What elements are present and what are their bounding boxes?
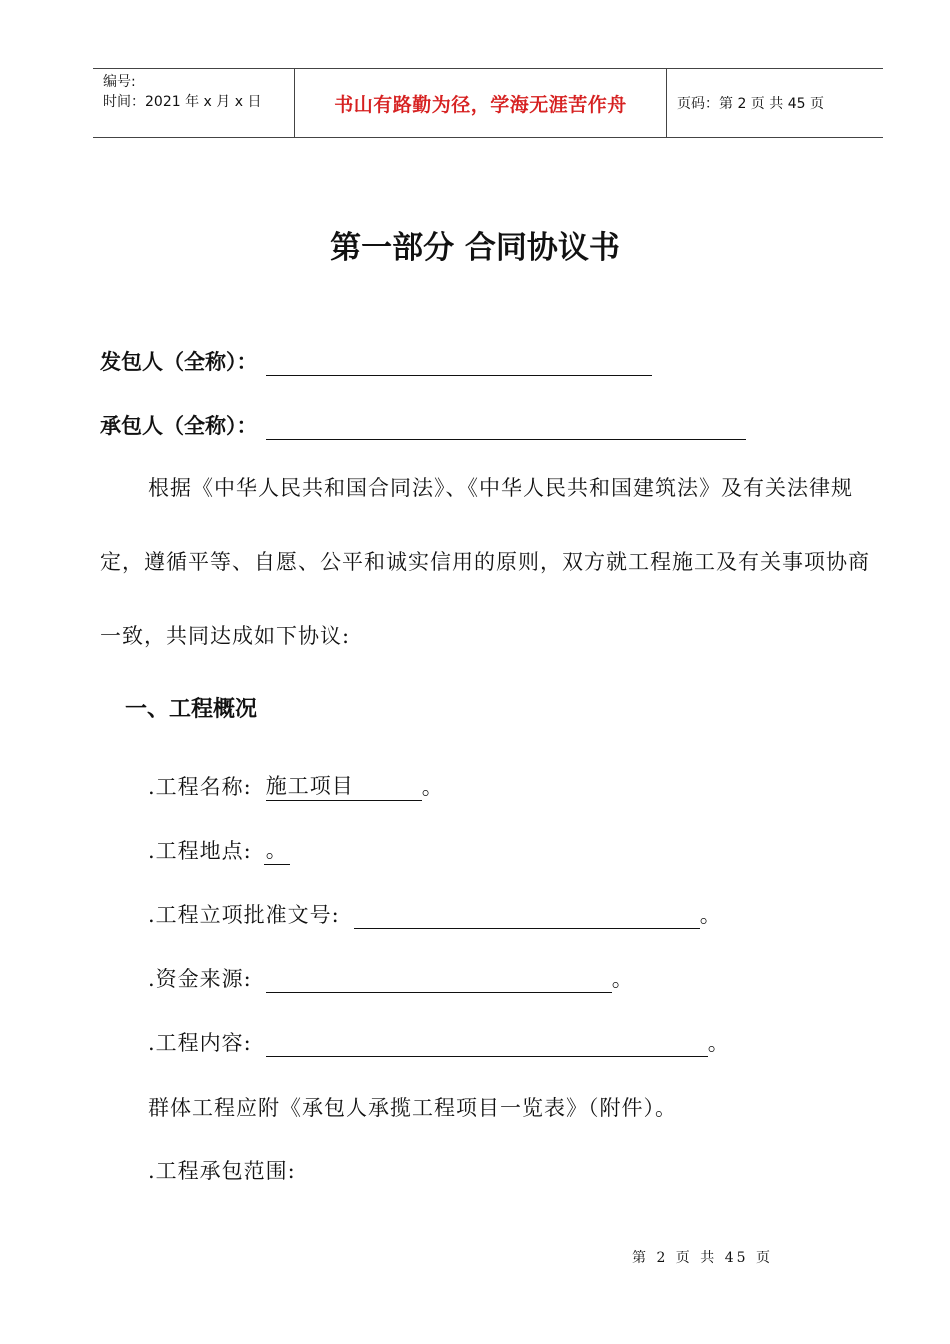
funding-period: 。 [611,967,634,991]
approval-line [148,899,722,929]
funding-line [148,963,634,993]
document-title: 第一部分 合同协议书 [330,230,620,266]
header-page-info: 页码：第 2 页 共 45 页 [677,96,824,112]
approval-blank[interactable] [354,906,700,929]
employer-label: 发包人（全称）： [100,350,258,374]
employer-blank[interactable] [266,351,652,376]
document-number-label: 编号: [103,74,136,90]
location-value[interactable]: 。 [264,834,290,865]
content-period: 。 [707,1031,730,1055]
header-motto: 书山有路勤为径，学海无涯苦作舟 [334,93,627,116]
contractor-blank[interactable] [266,415,746,440]
intro-paragraph [100,451,880,673]
section-heading-overview: 一、工程概况 [125,697,258,722]
header-meta-cell [93,69,295,137]
content-label: .工程内容: [148,1031,252,1055]
contractor-line [100,410,746,440]
employer-line [100,346,652,376]
approval-period: 。 [699,903,722,927]
page-header [93,68,883,138]
project-name-period: 。 [421,775,444,799]
funding-label: .资金来源: [148,967,252,991]
project-name-label: .工程名称: [148,775,252,799]
group-note: 群体工程应附《承包人承揽工程项目一览表》（附件）。 [148,1096,677,1120]
project-name-field[interactable] [266,770,422,801]
funding-blank[interactable] [266,970,612,993]
header-motto-cell [295,69,667,137]
contractor-label: 承包人（全称）： [100,414,258,438]
content-blank[interactable] [266,1034,708,1057]
header-page-cell [667,69,883,137]
project-name-value: 施工项目 [265,774,354,798]
content-line [148,1027,730,1057]
project-name-line [148,770,444,801]
approval-label: .工程立项批准文号: [148,903,340,927]
document-time-label: 时间：2021 年 x 月 x 日 [103,94,262,110]
intro-text: 根据《中华人民共和国合同法》、《中华人民共和国建筑法》及有关法律规定，遵循平等、自愿、公平和诚实信用的原则，双方就工程施工及有关事项协商一致，共同达成如下协议: [100,476,870,648]
location-label: .工程地点: [148,839,252,863]
scope-label: .工程承包范围: [148,1159,296,1183]
location-line [148,834,290,865]
page-footer: 第 2 页 共 45 页 [632,1250,773,1266]
